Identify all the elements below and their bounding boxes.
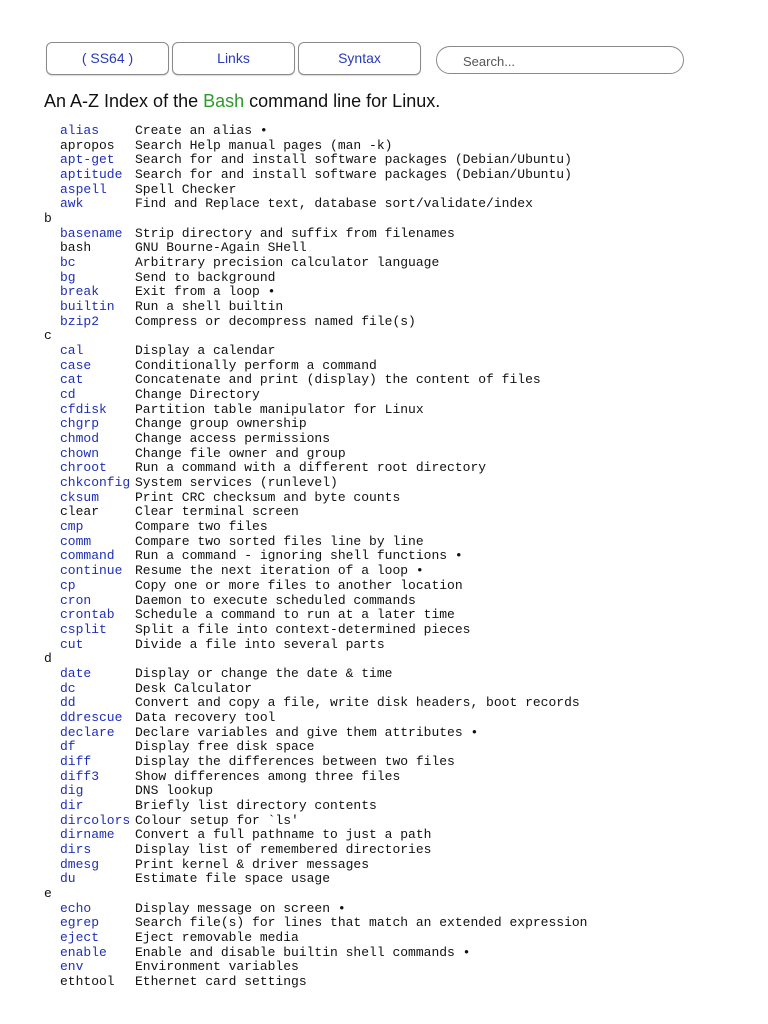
command-row (44, 858, 587, 873)
command-link[interactable]: cd (60, 387, 76, 403)
search-input[interactable] (461, 51, 675, 71)
command-link[interactable]: du (60, 871, 76, 887)
command-link[interactable]: echo (60, 900, 92, 916)
command-row (44, 579, 587, 594)
links-button[interactable]: Links (172, 42, 295, 75)
command-row (44, 696, 587, 711)
command-row (44, 373, 587, 388)
command-row (44, 535, 587, 550)
command-row (44, 902, 587, 917)
command-link[interactable]: dmesg (60, 856, 100, 872)
command-link[interactable]: declare (60, 724, 115, 740)
command-description: Briefly list directory contents (135, 797, 377, 813)
command-description: Concatenate and print (display) the content of files (135, 372, 541, 388)
title-prefix: An A-Z Index of the (44, 91, 204, 111)
command-row (44, 227, 587, 242)
command-description: Compare two sorted files line by line (135, 533, 424, 549)
command-name: apropos (60, 137, 115, 153)
command-description: Convert and copy a file, write disk headers, boot records (135, 695, 580, 711)
command-description: Create an alias • (135, 123, 268, 138)
command-row (44, 814, 587, 829)
command-link[interactable]: chroot (60, 460, 107, 476)
command-row (44, 300, 587, 315)
command-list (44, 124, 587, 990)
command-link[interactable]: alias (60, 123, 100, 138)
title-highlight: Bash (203, 91, 245, 111)
command-description: Show differences among three files (135, 768, 401, 784)
command-row (44, 711, 587, 726)
section-letter: c (44, 328, 52, 344)
command-link[interactable]: egrep (60, 915, 100, 931)
command-row (44, 682, 587, 697)
command-row (44, 241, 587, 256)
command-description: Clear terminal screen (135, 504, 299, 520)
command-link[interactable]: dirname (60, 827, 115, 843)
command-row (44, 315, 587, 330)
command-row (44, 461, 587, 476)
command-description: Change file owner and group (135, 445, 346, 461)
command-link[interactable]: diff (60, 753, 92, 769)
command-link[interactable]: crontab (60, 607, 115, 623)
command-link[interactable]: builtin (60, 299, 115, 315)
command-description: Display a calendar (135, 343, 276, 359)
command-link[interactable]: basename (60, 225, 123, 241)
command-row (44, 153, 587, 168)
command-row (44, 843, 587, 858)
command-link[interactable]: cut (60, 636, 84, 652)
command-description: Print kernel & driver messages (135, 856, 370, 872)
command-row (44, 564, 587, 579)
command-link[interactable]: cfdisk (60, 401, 107, 417)
command-description: Split a file into context-determined pieces (135, 621, 471, 637)
command-row (44, 139, 587, 154)
command-link[interactable]: chown (60, 445, 100, 461)
command-link[interactable]: bzip2 (60, 313, 100, 329)
command-link[interactable]: case (60, 357, 92, 373)
command-name: bash (60, 240, 92, 256)
command-description: Search for and install software packages (Debian/Ubuntu) (135, 167, 572, 183)
command-description: Send to background (135, 269, 276, 285)
command-description: Schedule a command to run at a later time (135, 607, 455, 623)
command-description: Compare two files (135, 519, 268, 535)
command-description: Desk Calculator (135, 680, 253, 696)
command-description: Search file(s) for lines that match an extended expression (135, 915, 588, 931)
command-link[interactable]: chgrp (60, 416, 100, 432)
command-row (44, 623, 587, 638)
command-row (44, 344, 587, 359)
command-description: Print CRC checksum and byte counts (135, 489, 401, 505)
command-link[interactable]: chkconfig (60, 475, 131, 491)
command-row (44, 285, 587, 300)
command-row (44, 183, 587, 198)
command-description: Change access permissions (135, 431, 331, 447)
command-description: Enable and disable builtin shell commands • (135, 944, 471, 960)
command-row (44, 520, 587, 535)
command-name: clear (60, 504, 100, 520)
command-description: Exit from a loop • (135, 284, 276, 300)
command-link[interactable]: aptitude (60, 167, 123, 183)
command-row (44, 271, 587, 286)
command-description: Colour setup for `ls' (135, 812, 299, 828)
command-link[interactable]: continue (60, 563, 123, 579)
command-description: Change Directory (135, 387, 260, 403)
command-description: Partition table manipulator for Linux (135, 401, 424, 417)
command-row (44, 432, 587, 447)
command-row (44, 608, 587, 623)
command-link[interactable]: cmp (60, 519, 84, 535)
command-link[interactable]: cksum (60, 489, 100, 505)
command-description: Arbitrary precision calculator language (135, 255, 440, 271)
command-link[interactable]: bc (60, 255, 76, 271)
command-description: GNU Bourne-Again SHell (135, 240, 307, 256)
command-row (44, 799, 587, 814)
command-row (44, 975, 587, 990)
command-description: Search for and install software packages (Debian/Ubuntu) (135, 152, 572, 168)
command-link[interactable]: diff3 (60, 768, 100, 784)
command-description: Search Help manual pages (man -k) (135, 137, 393, 153)
command-description: Conditionally perform a command (135, 357, 377, 373)
command-row (44, 784, 587, 799)
command-description: Run a command - ignoring shell functions • (135, 548, 463, 564)
section-letter: b (44, 211, 52, 227)
command-row (44, 447, 587, 462)
command-link[interactable]: csplit (60, 621, 107, 637)
command-row (44, 491, 587, 506)
command-row (44, 124, 587, 139)
command-description: Display free disk space (135, 739, 315, 755)
title-suffix: command line for Linux. (244, 91, 441, 111)
command-row (44, 168, 587, 183)
command-row (44, 638, 587, 653)
command-description: Display list of remembered directories (135, 841, 432, 857)
command-row (44, 388, 587, 403)
command-row (44, 828, 587, 843)
command-description: Eject removable media (135, 929, 299, 945)
command-description: Ethernet card settings (135, 973, 307, 989)
command-link[interactable]: awk (60, 196, 84, 212)
command-description: Environment variables (135, 959, 299, 975)
command-link[interactable]: env (60, 959, 84, 975)
command-row (44, 872, 587, 887)
command-link[interactable]: comm (60, 533, 92, 549)
command-description: Spell Checker (135, 181, 237, 197)
command-description: Display or change the date & time (135, 665, 393, 681)
command-description: System services (runlevel) (135, 475, 338, 491)
command-row (44, 946, 587, 961)
command-link[interactable]: dir (60, 797, 84, 813)
section-letter: d (44, 651, 52, 667)
command-row (44, 476, 587, 491)
command-link[interactable]: dircolors (60, 812, 131, 828)
command-link[interactable]: dd (60, 695, 76, 711)
command-description: Display message on screen • (135, 900, 346, 916)
command-description: Convert a full pathname to just a path (135, 827, 432, 843)
command-link[interactable]: eject (60, 929, 100, 945)
command-description: Resume the next iteration of a loop • (135, 563, 424, 579)
command-link[interactable]: apt-get (60, 152, 115, 168)
command-description: Run a shell builtin (135, 299, 284, 315)
command-link[interactable]: bg (60, 269, 76, 285)
command-description: Change group ownership (135, 416, 307, 432)
command-row (44, 417, 587, 432)
command-description: Strip directory and suffix from filenames (135, 225, 455, 241)
command-row (44, 359, 587, 374)
syntax-button[interactable]: Syntax (298, 42, 421, 75)
command-link[interactable]: cal (60, 343, 84, 359)
page-title (44, 91, 440, 112)
command-link[interactable]: cron (60, 592, 92, 608)
command-link[interactable]: dig (60, 783, 84, 799)
command-row (44, 594, 587, 609)
command-description: Estimate file space usage (135, 871, 331, 887)
command-row (44, 197, 587, 212)
command-description: Declare variables and give them attributes • (135, 724, 479, 740)
command-row (44, 931, 587, 946)
command-link[interactable]: cat (60, 372, 84, 388)
section-letter: e (44, 885, 52, 901)
command-link[interactable]: command (60, 548, 115, 564)
ss64-home-button[interactable]: ( SS64 ) (46, 42, 169, 75)
command-link[interactable]: df (60, 739, 76, 755)
command-name: ethtool (60, 973, 115, 989)
command-row (44, 403, 587, 418)
command-link[interactable]: break (60, 284, 100, 300)
command-row (44, 770, 587, 785)
command-link[interactable]: dc (60, 680, 76, 696)
command-link[interactable]: ddrescue (60, 709, 123, 725)
command-description: Run a command with a different root directory (135, 460, 487, 476)
command-description: Daemon to execute scheduled commands (135, 592, 416, 608)
command-row (44, 916, 587, 931)
command-link[interactable]: enable (60, 944, 107, 960)
command-row (44, 755, 587, 770)
command-description: Display the differences between two files (135, 753, 455, 769)
command-description: Compress or decompress named file(s) (135, 313, 416, 329)
search-box (436, 46, 684, 74)
command-description: Divide a file into several parts (135, 636, 385, 652)
command-row (44, 740, 587, 755)
command-link[interactable]: date (60, 665, 92, 681)
command-row (44, 726, 587, 741)
command-description: DNS lookup (135, 783, 214, 799)
command-row (44, 549, 587, 564)
command-row (44, 667, 587, 682)
command-description: Find and Replace text, database sort/validate/index (135, 196, 533, 212)
command-link[interactable]: cp (60, 577, 76, 593)
command-link[interactable]: aspell (60, 181, 107, 197)
command-description: Copy one or more files to another location (135, 577, 463, 593)
command-description: Data recovery tool (135, 709, 276, 725)
command-row (44, 505, 587, 520)
command-link[interactable]: chmod (60, 431, 100, 447)
command-row (44, 256, 587, 271)
command-link[interactable]: dirs (60, 841, 92, 857)
command-row (44, 960, 587, 975)
